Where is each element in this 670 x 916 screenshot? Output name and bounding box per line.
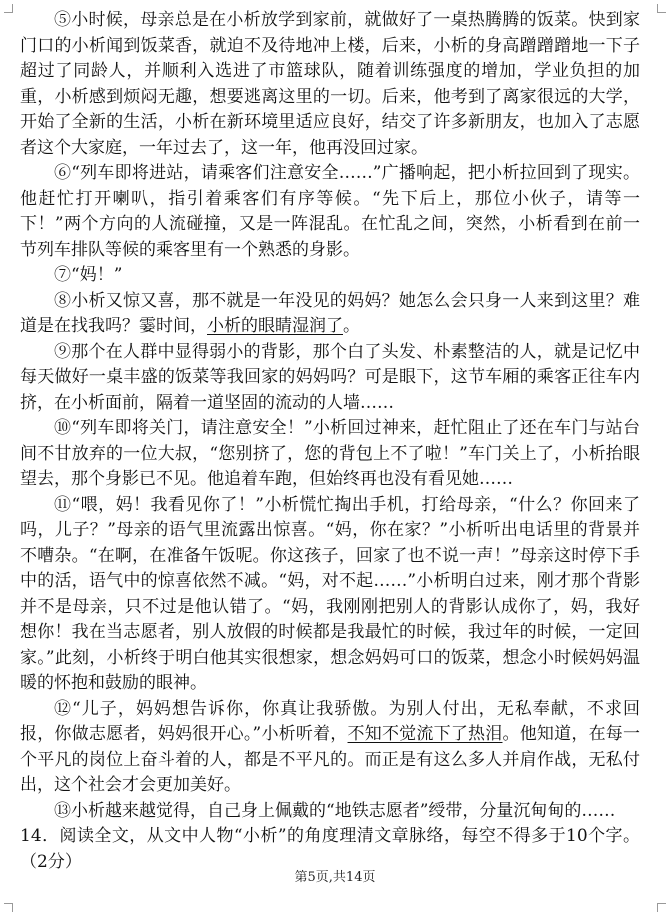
paragraph-8 xyxy=(20,289,640,340)
document-body xyxy=(20,8,640,875)
page-footer: 第5页,共14页 xyxy=(294,870,376,885)
paragraph-12-end: 。他知道，在每一个平凡的岗位上奋斗着的人，都是不平凡的。而正是有这么多人并肩作战，无私付出，这个社会才会更加美好。 xyxy=(20,724,641,795)
paragraph-13: ⑬小析越来越觉得，自己身上佩戴的“地铁志愿者”绶带，分量沉甸甸的…… xyxy=(54,800,616,821)
paragraph-12 xyxy=(20,697,640,799)
underlined-phrase-1: 小析的眼睛湿润了 xyxy=(207,316,343,336)
paragraph-12-text: ⑫“儿子，妈妈想告诉你，你真让我骄傲。为别人付出，无私奉献，不求回报，你做志愿者，妈妈很开心。”小析听着， xyxy=(20,698,640,744)
crop-mark-top-left xyxy=(4,4,13,13)
crop-mark-bottom-right xyxy=(657,903,666,912)
paragraph-10: ⑩“列车即将关门，请注意安全！”小析回过神来，赶忙阻止了还在车门与站台间不甘放弃的一位大叔，“您别挤了，您的背包上不了啦！”车门关上了，小析抬眼望去，那个身影已不见。他追着车跑，但始终再也没有看见她…… xyxy=(20,418,640,489)
paragraph-5: ⑤小时候，母亲总是在小析放学到家前，就做好了一桌热腾腾的饭菜。快到家门口的小析闻到饭菜香，就迫不及待地冲上楼，后来，小析的身高蹭蹭蹭地一下子超过了同龄人，并顺利入选进了市篮球队，随着训练强度的增加，学业负担的加重，小析感到烦闷无趣，想要逃离这里的一切。后来，他考到了离家很远的大学，开始了全新的生活，小析在新环境里适应良好，结交了许多新朋友，也加入了志愿者这个大家庭，一年过去了，这一年，他再没回过家。 xyxy=(20,10,640,158)
underlined-phrase-2: 不知不觉流下了热泪 xyxy=(347,724,503,744)
paragraph-6: ⑥“列车即将进站，请乘客们注意安全……”广播响起，把小析拉回到了现实。他赶忙打开喇叭，指引着乘客们有序等候。“先下后上，那位小伙子，请等一下！”两个方向的人流碰撞，又是一阵混乱。在忙乱之间，突然，小析看到在前一节列车排队等候的乘客里有一个熟悉的身影。 xyxy=(20,163,640,260)
paragraph-11: ⑪“喂，妈！我看见你了！”小析慌忙掏出手机，打给母亲，“什么？你回来了吗，儿子？”母亲的语气里流露出惊喜。“妈，你在家？”小析听出电话里的背景并不嘈杂。“在啊，在准备午饭呢。你这孩子，回家了也不说一声！”母亲这时停下手中的活，语气中的惊喜依然不减。“妈，对不起……”小析明白过来，刚才那个背影并不是母亲，只不过是他认错了。“妈，我刚刚把别人的背影认成你了，妈，我好想你！我在当志愿者，别人放假的时候都是我最忙的时候，我过年的时候，一定回家。”此刻，小析终于明白他其实很想家，想念妈妈可口的饭菜，想念小时候妈妈温暖的怀抱和鼓励的眼神。 xyxy=(20,494,640,693)
crop-mark-bottom-left xyxy=(4,903,13,912)
paragraph-8-end: 。 xyxy=(343,316,360,336)
crop-mark-top-right xyxy=(657,4,666,13)
paragraph-8-text: ⑧小析又惊又喜，那不就是一年没见的妈妈？她怎么会只身一人来到这里？难道是在找我吗？霎时间， xyxy=(20,290,640,336)
paragraph-7: ⑦“妈！” xyxy=(54,265,123,285)
paragraph-9: ⑨那个在人群中显得弱小的背影，那个白了头发、朴素整洁的人，就是记忆中每天做好一桌丰盛的饭菜等我回家的妈妈吗？可是眼下，这节车厢的乘客正往车内挤，在小析面前，隔着一道坚固的流动的人墙…… xyxy=(20,341,640,413)
question-14: 14．阅读全文，从文中人物“小析”的角度理清文章脉络，每空不得多于10个字。（2分） xyxy=(20,826,640,872)
